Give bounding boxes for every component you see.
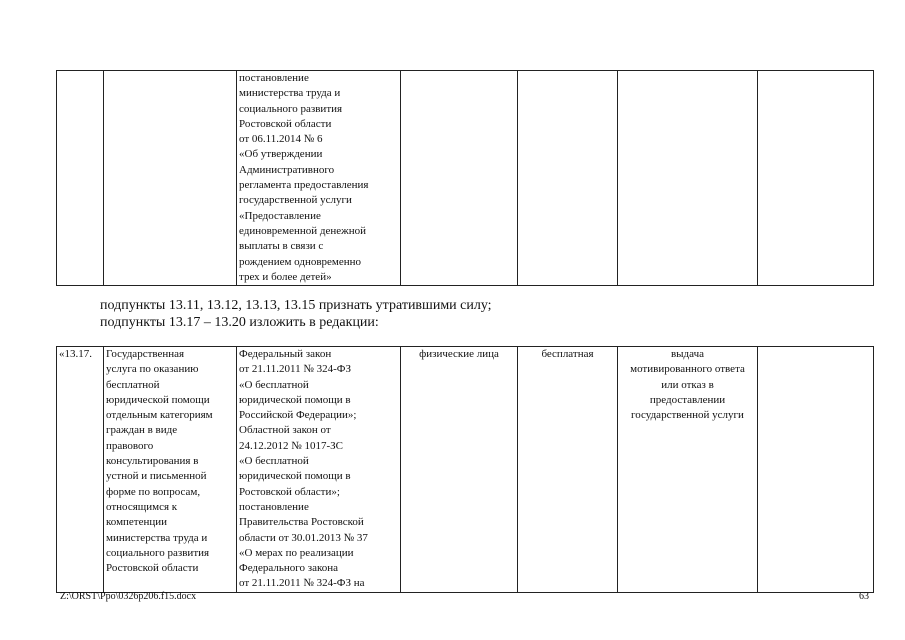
recipients-cell: физические лица xyxy=(401,347,518,593)
footer-page-number: 63 xyxy=(859,591,869,602)
result-cell: выдача мотивированного ответа или отказ в предоставлении государственной услуги xyxy=(618,347,758,593)
item-number-cell: «13.17. xyxy=(57,347,104,593)
service-name-cell: Государственная услуга по оказанию бесплатной юридической помощи отдельным категориям граждан в виде правового консультирования в устной и письменной форме по вопросам, относящимся к компетенции министерства труда и социального развития Ростовской области xyxy=(104,347,237,593)
table-top xyxy=(56,70,874,286)
table-cell xyxy=(758,347,874,593)
table-cell xyxy=(57,71,104,286)
table-cell: постановление министерства труда и социального развития Ростовской области от 06.11.2014 № 6 «Об утверждении Административного регламента предоставления государственной услуги «Предоставление единовременной денежной выплаты в связи с рождением одновременно трех и более детей» xyxy=(237,71,401,286)
table-cell xyxy=(618,71,758,286)
table-row xyxy=(57,71,874,286)
footer-file-path: Z:\ORST\Ppo\0326p206.f15.docx xyxy=(60,591,197,602)
legal-basis-cell: Федеральный закон от 21.11.2011 № 324-ФЗ «О бесплатной юридической помощи в Российской Федерации»; Областной закон от 24.12.2012 № 1017-ЗС «О бесплатной юридической помощи в Ростовской области»; постановление Правительства Ростовской области от 30.01.2013 № 37 «О мерах по реализации Федерального закона от 21.11.2011 № 324-ФЗ на xyxy=(237,347,401,593)
table-row xyxy=(57,347,874,593)
table-bottom xyxy=(56,346,874,593)
table-cell xyxy=(401,71,518,286)
table-cell xyxy=(518,71,618,286)
table-cell xyxy=(104,71,237,286)
paragraph: подпункты 13.17 – 13.20 изложить в редакции: xyxy=(100,315,379,330)
fee-cell: бесплатная xyxy=(518,347,618,593)
paragraph: подпункты 13.11, 13.12, 13.13, 13.15 признать утратившими силу; xyxy=(100,298,492,313)
table-cell xyxy=(758,71,874,286)
